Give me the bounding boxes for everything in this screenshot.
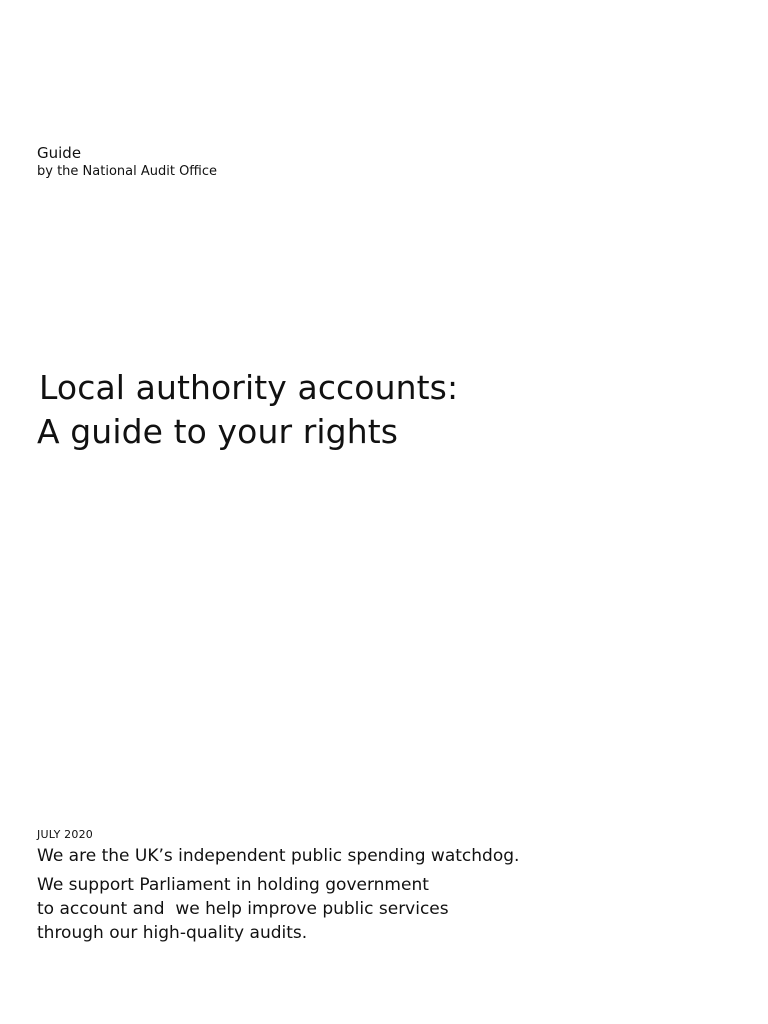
mission-line: through our high-quality audits. <box>37 923 308 943</box>
watchdog-statement: We are the UK’s independent public spending watchdog. <box>37 846 520 866</box>
publication-date: JULY 2020 <box>37 828 93 841</box>
publisher-byline: by the National Audit Office <box>37 164 218 179</box>
document-footer <box>37 827 717 945</box>
mission-statement <box>37 873 717 945</box>
mission-line: to account and we help improve public services <box>37 899 449 919</box>
document-type: Guide <box>37 144 82 162</box>
document-header <box>37 143 217 181</box>
title-line-1: Local authority accounts: <box>39 368 459 407</box>
document-title <box>37 366 717 454</box>
title-line-2: A guide to your rights <box>37 412 399 451</box>
mission-line: We support Parliament in holding government <box>37 875 429 895</box>
